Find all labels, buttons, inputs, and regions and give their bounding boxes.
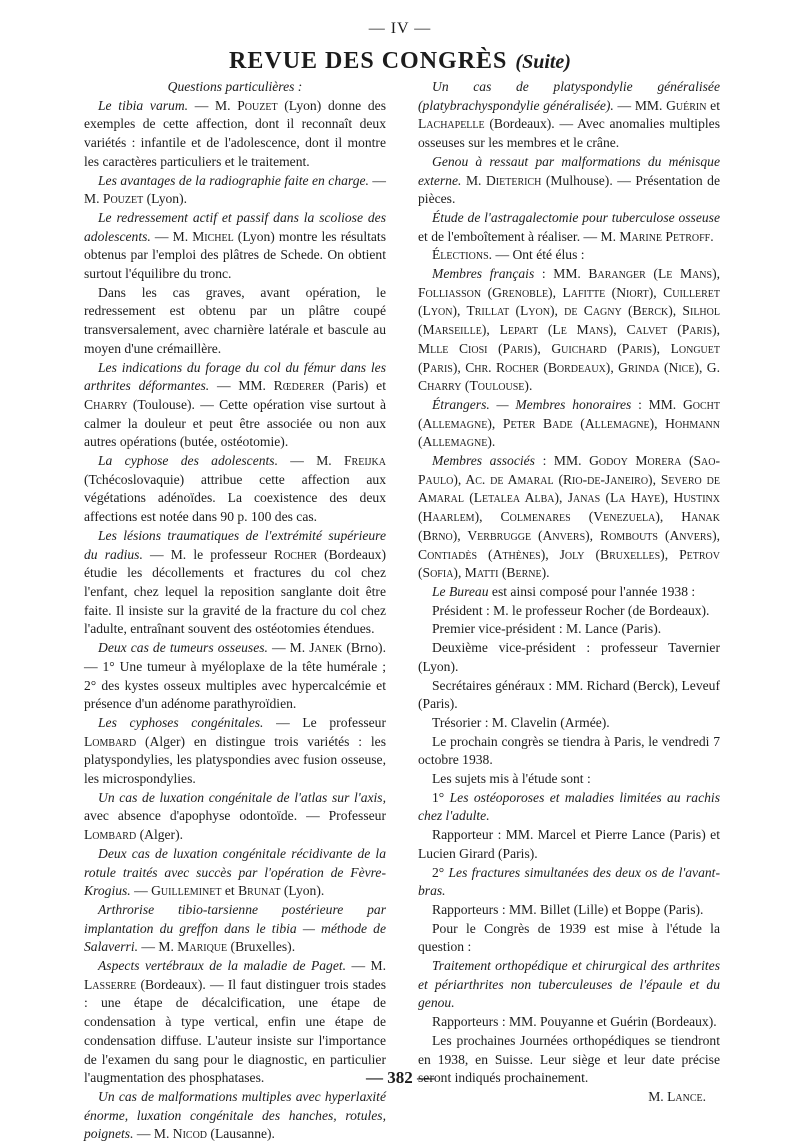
author: Michel	[192, 228, 234, 244]
member-list: Godoy Morera (Sao-Paulo), Ac. de Amaral (Rio-de-Janeiro), Severo de Amaral (Letalea Alba), Janas (La Haye), Hustinx (Haarlem), Colmenares (Venezuela), Hanak (Brno), Verbrugge (Anvers), Rombouts (Anvers), Contiadès (Athènes), Joly (Bruxelles), Petrov (Sofia), Matti (Berne).	[418, 453, 720, 581]
member-list: Gocht (Allemagne), Peter Bade (Allemagne), Hohmann (Allemagne).	[418, 396, 721, 450]
paragraph-secretaires: Secrétaires généraux : MM. Richard (Berck), Leveuf (Paris).	[418, 677, 720, 712]
title-main: REVUE DES CONGRÈS	[229, 48, 508, 74]
text: — M.	[346, 958, 386, 974]
topic: Le tibia varum.	[98, 97, 189, 113]
text: — M.	[267, 640, 310, 656]
author: Rœderer	[273, 378, 325, 394]
text: (Lyon).	[143, 191, 188, 207]
paragraph-platyspondylie	[418, 78, 720, 153]
text: (Tchécoslovaquie) attribue cette affection aux végétations adénoïdes. La coexistence des deux affections est notée dans 90 p. 100 des cas.	[84, 471, 386, 525]
text: et	[221, 883, 239, 899]
paragraph-scoliose	[84, 209, 386, 284]
paragraph-rapporteur-1: Rapporteur : MM. Marcel et Pierre Lance (Paris) et Lucien Girard (Paris).	[418, 827, 720, 861]
paragraph-rapporteur-2: Rapporteurs : MM. Billet (Lille) et Boppe (Paris).	[432, 901, 704, 917]
paragraph-radiographie	[84, 172, 386, 209]
section-label: Élections.	[432, 247, 493, 263]
roman-page-number: — IV —	[368, 20, 432, 37]
text: — MM.	[209, 378, 274, 394]
text: est ainsi composé pour l'année 1938 :	[488, 583, 696, 599]
author: Lasserre	[84, 976, 137, 992]
text: (Mulhouse). — Présentation de pièces.	[418, 172, 720, 207]
text: et de l'emboîtement à réaliser. — M.	[418, 228, 620, 244]
text: — Le professeur	[263, 714, 387, 730]
paragraph-cyphoses-congenitales	[84, 714, 386, 789]
text: — M.	[188, 97, 238, 113]
text: (Alger).	[136, 827, 184, 843]
paragraph-forage-col	[84, 359, 386, 453]
topic: Les ostéoporoses et maladies limitées au rachis chez l'adulte.	[418, 789, 720, 824]
topic: Les fractures simultanées des deux os de l'avant-bras.	[418, 864, 720, 899]
paragraph-sujet-1	[418, 789, 720, 826]
paragraph-genou-ressaut	[418, 153, 720, 209]
paragraph-luxation-rotule	[84, 845, 386, 901]
text: — Ont été élus :	[492, 247, 585, 263]
author: Lombard	[84, 733, 137, 749]
text: — M.	[150, 228, 193, 244]
text: (Toulouse). — Cette opération vise surtout à calmer la douleur et peut être associée ou non aux autres opérations (butée, ostéotomie).	[84, 396, 386, 450]
text: — M.	[278, 453, 344, 469]
page-number: — 382 —	[366, 1068, 434, 1087]
topic: Étrangers. — Membres honoraires	[432, 396, 632, 412]
text: — M.	[133, 1126, 173, 1142]
topic: Les indications du forage du col du fémur dans les arthrites déformantes.	[84, 359, 386, 394]
text: — M. le professeur	[142, 546, 274, 562]
section-subtitle: Questions particulières :	[167, 79, 303, 94]
text: 1°	[432, 789, 450, 805]
member-list: Baranger (Le Mans), Folliasson (Grenoble), Lafitte (Niort), Cuilleret (Lyon), Trillat (Lyon), de Cagny (Berck), Silhol (Marseille), Lepart (Le Mans), Calvet (Paris), Mlle Ciosi (Paris), Guichard (Paris), Longuet (Paris), Chr. Rocher (Bordeaux), Grinda (Nice), G. Charry (Toulouse).	[418, 266, 720, 394]
author: Marique	[177, 939, 228, 955]
paragraph-astragalectomie	[418, 209, 720, 246]
paragraph-vice-president-1: Premier vice-président : M. Lance (Paris).	[432, 621, 662, 637]
topic: Le redressement actif et passif dans la scoliose des adolescents.	[84, 209, 386, 244]
text: (Bordeaux). — Avec anomalies multiples osseuses sur les membres et le crâne.	[418, 116, 720, 151]
author: Lachapelle	[418, 116, 485, 132]
author: Rocher	[274, 546, 317, 562]
topic: Deux cas de luxation congénitale récidivante de la rotule traités avec succès par l'opération de Fèvre-Krogius.	[84, 845, 386, 899]
text: (Alger) en distingue trois variétés : les platyspondylies, les platyspondies avec fusion osseuse, les microspondylies.	[84, 733, 386, 787]
topic: Arthrorise tibio-tarsienne postérieure par implantation du greffon dans le tibia — méthode de Salaverri.	[84, 901, 386, 955]
text: 2°	[432, 864, 449, 880]
text: — M.	[138, 939, 178, 955]
author: Freijka	[344, 453, 387, 469]
paragraph-vice-president-2: Deuxième vice-président : professeur Tavernier (Lyon).	[418, 640, 720, 674]
topic: Le Bureau	[432, 583, 489, 599]
paragraph-cyphose	[84, 452, 386, 527]
topic: Deux cas de tumeurs osseuses.	[98, 640, 268, 656]
topic: Les avantages de la radiographie faite en charge.	[98, 172, 369, 188]
author: Brunat	[238, 883, 281, 899]
title-suffix: (Suite)	[515, 51, 571, 73]
paragraph-bureau	[418, 583, 720, 602]
paragraph-membres-francais	[418, 265, 720, 396]
text: — MM.	[613, 97, 667, 113]
topic: La cyphose des adolescents.	[98, 453, 278, 469]
paragraph-arthrorise	[84, 901, 386, 957]
paragraph-prochain-congres: Le prochain congrès se tiendra à Paris, le vendredi 7 octobre 1938.	[418, 733, 720, 768]
paragraph-tumeurs	[84, 639, 386, 714]
topic: Un cas de malformations multiples avec hyperlaxité énorme, luxation congénitale des hanches, rotules, poignets.	[84, 1088, 386, 1142]
topic: Membres associés	[432, 453, 535, 469]
text: (Bruxelles).	[227, 939, 296, 955]
author: Charry	[84, 396, 128, 412]
text: et	[706, 97, 720, 113]
text: avec absence d'apophyse odontoïde. — Professeur	[84, 808, 386, 824]
author: Lombard	[84, 827, 137, 843]
paragraph-sujets: Les sujets mis à l'étude sont :	[432, 771, 591, 787]
text: : MM.	[534, 266, 589, 282]
paragraph-luxation-atlas	[84, 789, 386, 845]
topic: Les cyphoses congénitales.	[98, 714, 264, 730]
paragraph-elections	[418, 246, 720, 265]
paragraph-membres-associes	[418, 452, 720, 583]
paragraph-sujet-2	[418, 864, 720, 901]
text: (Bordeaux) étudie les décollements et fractures du col chez l'enfant, chez lequel la reposition sanglante doit être faite. Il insiste sur la gravité de la fracture du col chez l'adulte, entraînant souvent des ostéotomies étendues.	[84, 546, 386, 637]
author: Guilleminet	[151, 883, 222, 899]
paragraph-membres-honoraires	[418, 396, 720, 452]
signature: M. Lance.	[648, 1088, 706, 1104]
paragraph-question-1939: Traitement orthopédique et chirurgical des arthrites et périarthrites non tuberculeuses de l'épaule et du genou.	[418, 958, 720, 1011]
topic: Membres français	[432, 266, 535, 282]
paragraph-tibia-varum	[84, 97, 386, 172]
text: (Paris) et	[324, 378, 386, 394]
topic: Étude de l'astragalectomie pour tuberculose osseuse	[432, 209, 720, 225]
text: (Lyon).	[280, 883, 325, 899]
right-column	[418, 78, 720, 1107]
paragraph-journees: Les prochaines Journées orthopédiques se tiendront en 1938, en Suisse. Leur siège et leur date précise seront indiqués prochainement.	[418, 1032, 720, 1086]
text: (Bordeaux). — Il faut distinguer trois stades : une étape de décalcification, une étape de condensation à type vertical, enfin une étape de condensation diffuse. L'auteur insiste sur l'importance de l'examen du sang pour le diagnostic, en particulier l'augmentation des phosphatases.	[84, 976, 386, 1086]
text: M.	[461, 172, 486, 188]
author: Nicod	[172, 1126, 208, 1142]
paragraph-president: Président : M. le professeur Rocher (de Bordeaux).	[432, 602, 710, 618]
left-column	[84, 78, 386, 1144]
author: Guérin	[666, 97, 707, 113]
page-title	[0, 48, 800, 75]
author: Janek	[309, 640, 343, 656]
paragraph-malformations	[84, 1088, 386, 1144]
text: (Lyon) montre les résultats obtenus par l'emploi des plâtres de Schede. On obtient surtout l'équilibre du tronc.	[84, 228, 386, 282]
text: : MM.	[534, 453, 590, 469]
paragraph-congres-1939: Pour le Congrès de 1939 est mise à l'étude la question :	[418, 920, 720, 955]
paragraph-tresorier: Trésorier : M. Clavelin (Armée).	[432, 714, 610, 730]
text: (Brno). — 1° Une tumeur à myéloplaxe de la tête humérale ; 2° des kystes osseux multiples avec hypercalcémie et présence d'un adénome parathyroïdien.	[84, 640, 386, 712]
text: —	[130, 883, 152, 899]
topic: Un cas de platyspondylie généralisée (platybrachyspondylie généralisée).	[418, 79, 720, 113]
topic: Genou à ressaut par malformations du ménisque externe.	[418, 153, 720, 188]
author: Dieterich	[485, 172, 542, 188]
text: (Lausanne).	[207, 1126, 275, 1142]
paragraph-cas-graves: Dans les cas graves, avant opération, le redressement est obtenu par un plâtre coupé transversalement, avec charnière latérale et bascule au moyen d'une crémaillère.	[84, 284, 386, 356]
text: (Lyon) donne des exemples de cette affection, dont il reconnaît deux variétés : infantile et de l'adolescence, dont il montre les caractères particuliers et le traitement.	[84, 97, 386, 169]
text: : MM.	[631, 396, 683, 412]
topic: Un cas de luxation congénitale de l'atlas sur l'axis,	[98, 789, 386, 805]
author: Marine Petroff.	[619, 228, 714, 244]
text: — M.	[84, 172, 386, 207]
topic: Aspects vertébraux de la maladie de Paget.	[98, 958, 347, 974]
topic: Les lésions traumatiques de l'extrémité supérieure du radius.	[84, 527, 386, 562]
paragraph-lesions-radius	[84, 527, 386, 639]
author: Pouzet	[237, 97, 278, 113]
author: Pouzet	[102, 191, 144, 207]
paragraph-rapporteur-3: Rapporteurs : MM. Pouyanne et Guérin (Bordeaux).	[432, 1014, 717, 1030]
